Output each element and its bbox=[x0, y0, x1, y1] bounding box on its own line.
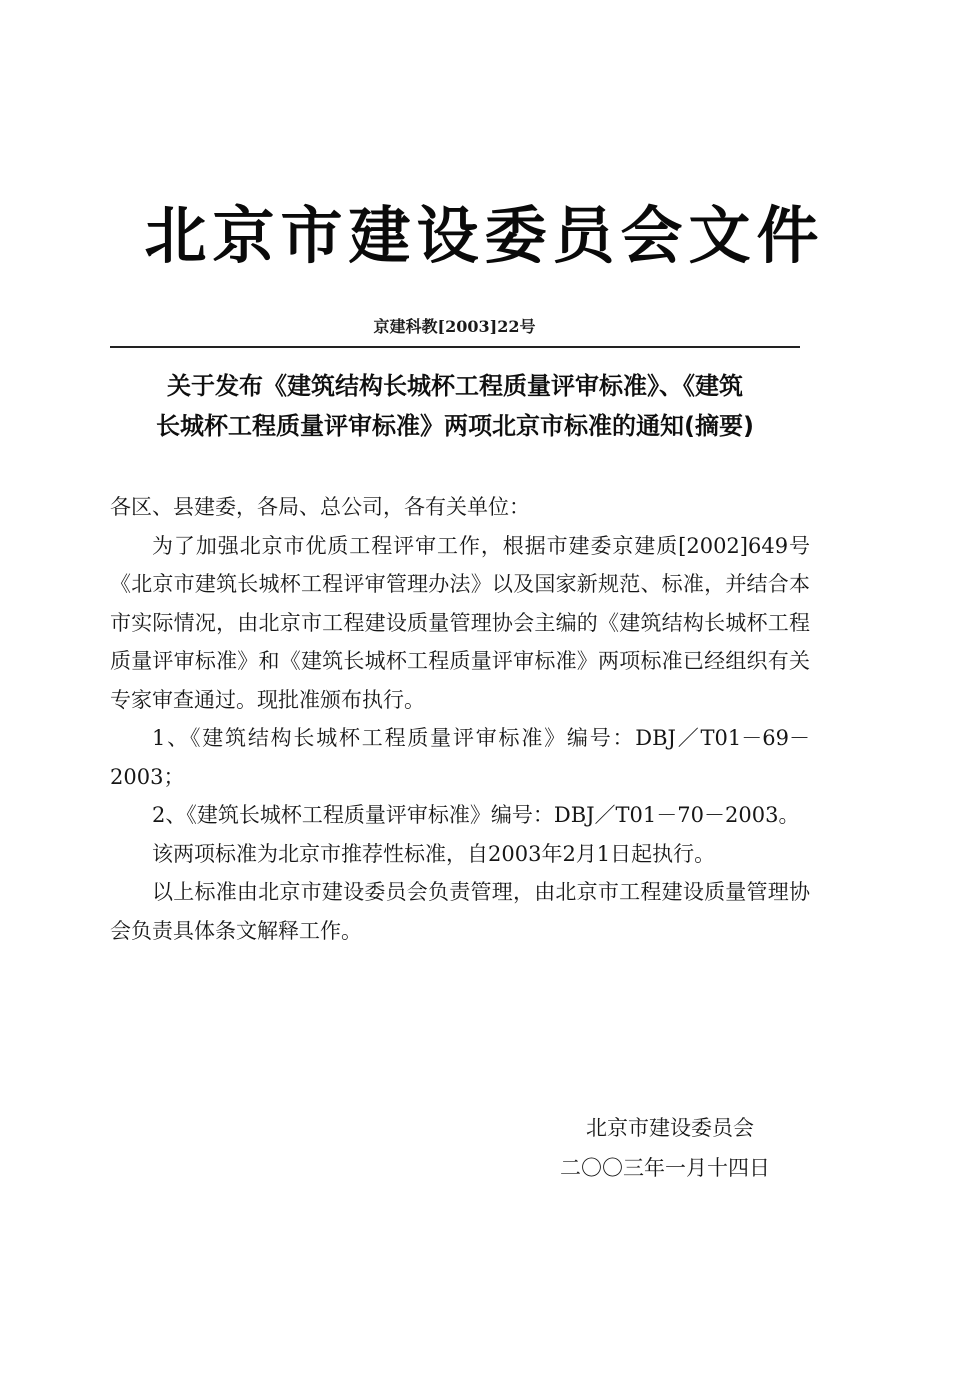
body-paragraph: 为了加强北京市优质工程评审工作，根据市建委京建质[2002]649号《北京市建筑长城杯工程评审管理办法》以及国家新规范、标准，并结合本市实际情况，由北京市工程建设质量管理协会主编的《建筑结构长城杯工程质量评审标准》和《建筑长城杯工程质量评审标准》两项标准已经组织有关专家审查通过。现批准颁布执行。 bbox=[110, 533, 810, 712]
header-divider bbox=[110, 346, 800, 348]
notice-title-line-1: 关于发布《建筑结构长城杯工程质量评审标准》、《建筑 bbox=[167, 372, 743, 400]
notice-body bbox=[110, 488, 810, 950]
notice-title bbox=[110, 366, 800, 446]
signature-date: 二〇〇三年一月十四日 bbox=[560, 1156, 770, 1180]
standard-item-2: 2、《建筑长城杯工程质量评审标准》编号：DBJ／T01－70－2003。 bbox=[152, 803, 800, 827]
standard-item-1: 1、《建筑结构长城杯工程质量评审标准》编号：DBJ／T01－69－2003； bbox=[110, 726, 810, 789]
document-number: 京建科教[2003]22号 bbox=[373, 317, 536, 336]
management-paragraph: 以上标准由北京市建设委员会负责管理，由北京市工程建设质量管理协会负责具体条文解释工作。 bbox=[110, 880, 810, 943]
signature-block bbox=[560, 1108, 810, 1188]
salutation: 各区、县建委，各局、总公司，各有关单位： bbox=[110, 495, 530, 519]
signature-organization: 北京市建设委员会 bbox=[586, 1116, 754, 1140]
notice-title-line-2: 长城杯工程质量评审标准》两项北京市标准的通知(摘要) bbox=[156, 412, 754, 440]
document-header-title: 北京市建设委员会文件 bbox=[144, 199, 825, 272]
effective-date-paragraph: 该两项标准为北京市推荐性标准，自2003年2月1日起执行。 bbox=[152, 841, 716, 866]
